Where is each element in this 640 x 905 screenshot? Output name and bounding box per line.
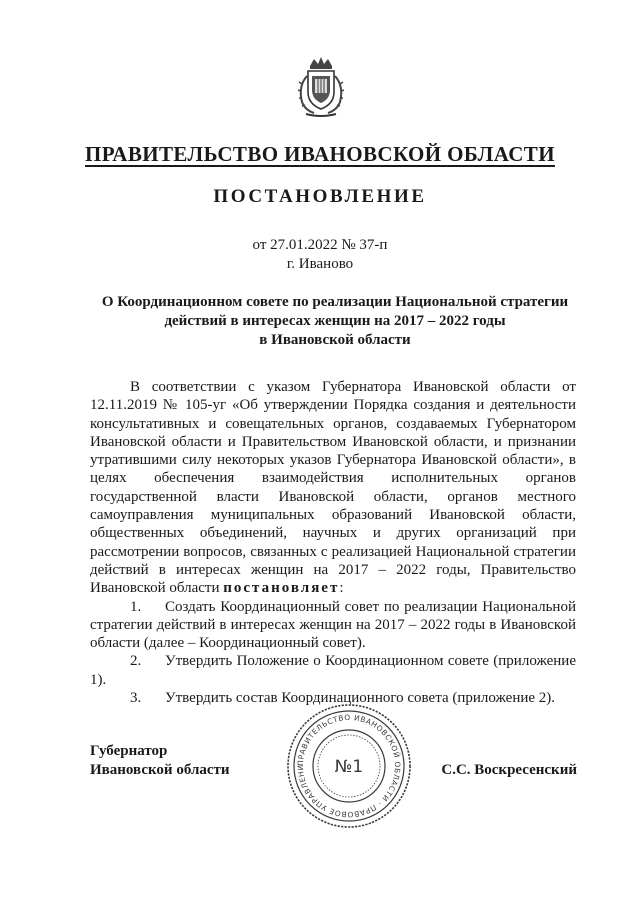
subject-line-1: О Координационном совете по реализации Национальной стратегии	[101, 294, 569, 310]
document-type: ПОСТАНОВЛЕНИЕ	[213, 186, 427, 207]
item-text: Создать Координационный совет по реализации Национальной стратегии действий в интересах женщин на 2017 – 2022 годы в Ивановской области (далее – Координационный совет).	[90, 598, 576, 652]
decree-word: постановляет	[223, 580, 340, 597]
item-number: 3.	[130, 690, 142, 707]
signer-title	[90, 742, 230, 780]
list-item	[90, 652, 576, 689]
preamble-text: В соответствии с указом Губернатора Ивановской области от 12.11.2019 № 105-уг «Об утверждении Порядка создания и деятельности консультативных и совещательных органов, создаваемых Губернатором Ивановской области и Правительством Ивановской области, и признании утратившими силу некоторых указов Губернатора Ивановской области», в целях обеспечения взаимодействия исполнительных органов государственной власти Ивановской области, органов местного самоуправления муниципальных образований Ивановской области, общественных объединений, научных и других организаций при рассмотрении вопросов, связанных с реализацией Национальной стратегии действий в интересах женщин на 2017 – 2022 годы, Правительство Ивановской области	[90, 379, 576, 597]
stamp-center-text: №1	[334, 757, 364, 777]
item-number: 1.	[130, 598, 142, 615]
signer-title-line-1: Губернатор	[90, 743, 168, 759]
document-body	[90, 378, 576, 707]
item-text: Утвердить состав Координационного совета (приложение 2).	[165, 690, 556, 707]
subject-line-2: действий в интересах женщин на 2017 – 2022 годы	[164, 313, 506, 329]
date-number: от 27.01.2022 № 37-п	[252, 237, 388, 253]
official-seal-icon	[285, 702, 413, 830]
subject-line-3: в Ивановской области	[259, 332, 411, 348]
coat-of-arms-icon	[296, 56, 346, 118]
preamble-end: :	[339, 580, 344, 597]
document-meta	[0, 236, 640, 274]
signer-title-line-2: Ивановской области	[90, 762, 230, 778]
government-title: ПРАВИТЕЛЬСТВО ИВАНОВСКОЙ ОБЛАСТИ	[85, 142, 555, 166]
signer-name: С.С. Воскресенский	[441, 762, 577, 778]
city: г. Иваново	[286, 256, 354, 272]
item-number: 2.	[130, 653, 142, 670]
document-subject	[90, 293, 580, 350]
list-item	[90, 598, 576, 653]
preamble-paragraph	[90, 378, 576, 598]
item-text: Утвердить Положение о Координационном совете (приложение 1).	[90, 653, 576, 688]
stamp-ring-text: ПРАВИТЕЛЬСТВО ИВАНОВСКОЙ ОБЛАСТИ · ПРАВОВОЕ УПРАВЛЕНИ	[295, 712, 403, 820]
